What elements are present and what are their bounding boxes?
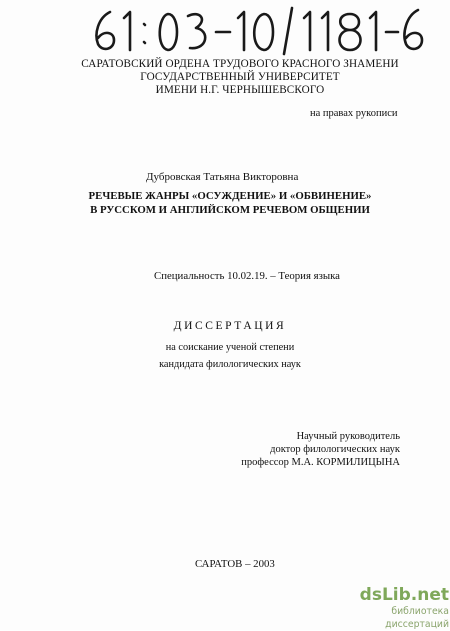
institution-line-2: ГОСУДАРСТВЕННЫЙ УНИВЕРСИТЕТ — [140, 70, 340, 83]
specialty: Специальность 10.02.19. – Теория языка — [154, 270, 340, 282]
scientific-supervisor — [238, 430, 400, 469]
purpose-line-2: кандидата филологических наук — [159, 359, 301, 370]
author-name: Дубровская Татьяна Викторовна — [146, 171, 299, 183]
watermark-logo[interactable] — [345, 585, 449, 630]
supervisor-line-1: Научный руководитель — [296, 431, 400, 442]
dissertation-title — [80, 189, 380, 217]
rights-note: на правах рукописи — [310, 108, 398, 119]
supervisor-line-2: доктор филологических наук — [270, 444, 400, 455]
title-line-1: РЕЧЕВЫЕ ЖАНРЫ «ОСУЖДЕНИЕ» И «ОБВИНЕНИЕ» — [88, 190, 372, 202]
supervisor-line-3: профессор М.А. КОРМИЛИЦЫНА — [241, 457, 400, 468]
title-line-2: В РУССКОМ И АНГЛИЙСКОМ РЕЧЕВОМ ОБЩЕНИИ — [90, 204, 370, 216]
degree-purpose — [130, 339, 330, 373]
city-year: САРАТОВ – 2003 — [195, 558, 275, 570]
institution-name — [70, 58, 410, 96]
purpose-line-1: на соискание ученой степени — [165, 342, 295, 353]
institution-line-3: ИМЕНИ Н.Г. ЧЕРНЫШЕВСКОГО — [155, 83, 325, 96]
document-type: ДИССЕРТАЦИЯ — [173, 320, 287, 332]
institution-line-1: САРАТОВСКИЙ ОРДЕНА ТРУДОВОГО КРАСНОГО ЗНАМЕНИ — [81, 58, 399, 70]
handwritten-catalog-number — [88, 4, 424, 56]
watermark-site[interactable]: dsLib.net — [359, 585, 449, 605]
watermark-caption: библиотека диссертаций — [385, 606, 449, 630]
